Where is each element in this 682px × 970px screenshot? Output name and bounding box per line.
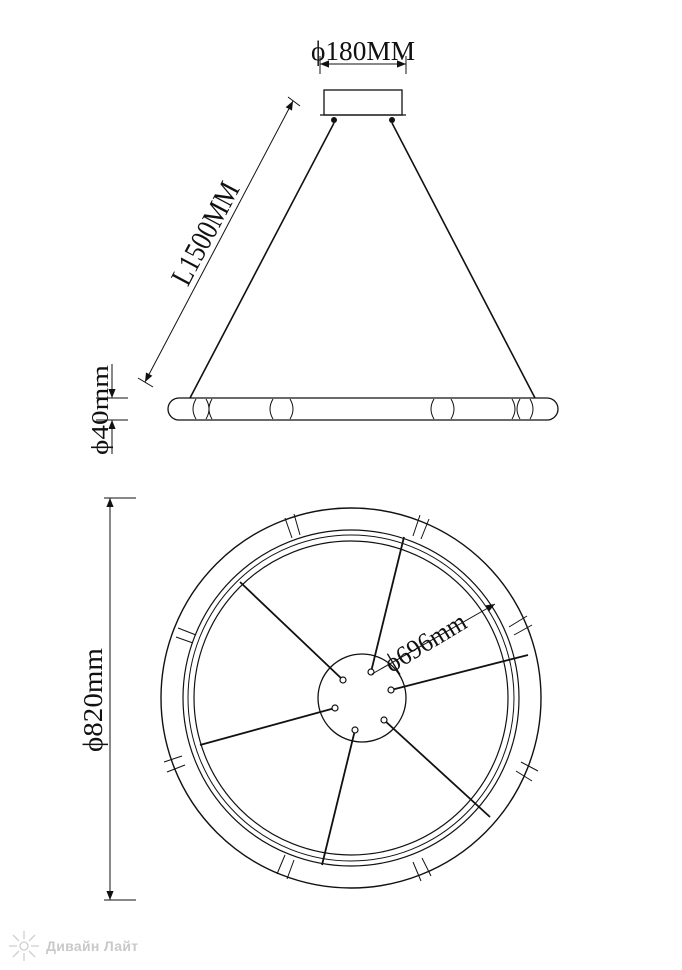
outer-diameter-label: ϕ820mm [78, 655, 108, 752]
watermark [6, 928, 138, 964]
top-view [104, 498, 541, 900]
canopy [324, 90, 402, 115]
inner-diameter-label: ϕ696mm [379, 602, 478, 679]
brand-name: Дивайн Лайт [46, 938, 139, 954]
inner-ring [194, 541, 508, 855]
cable-left [190, 123, 334, 398]
cable-length-label: L1500MM [164, 158, 256, 291]
canopy-diameter-label: ϕ180MM [311, 36, 415, 66]
ring-thickness-label: ϕ40mm [88, 381, 114, 455]
sunburst-logo-icon [6, 928, 42, 964]
outer-ring [161, 508, 541, 888]
side-view [96, 56, 558, 454]
cable-right [392, 123, 535, 398]
ring-side-profile [168, 398, 558, 420]
